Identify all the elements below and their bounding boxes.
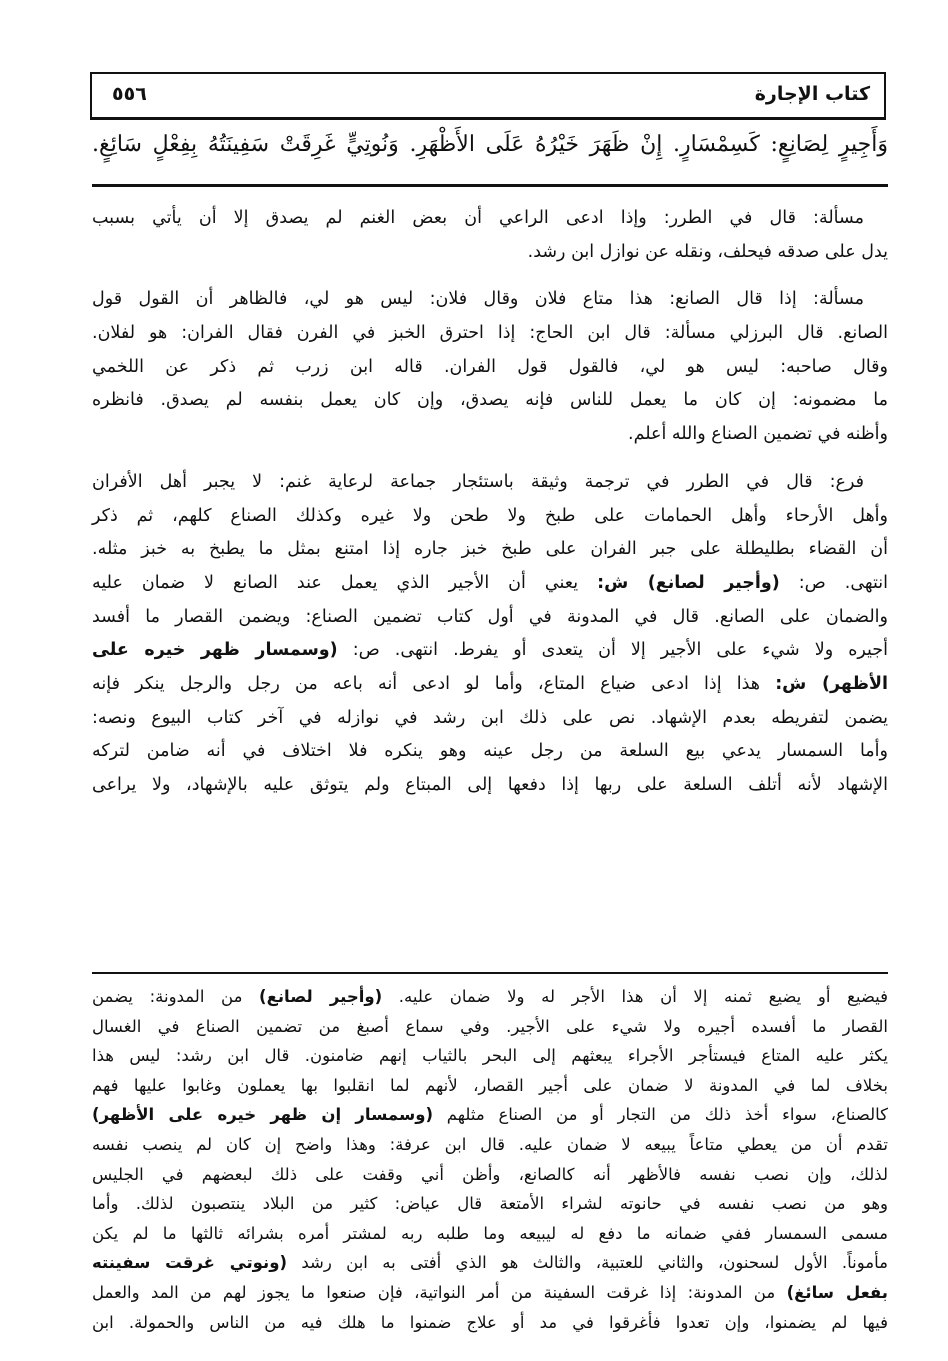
text-segment: يدل على صدقه فيحلف، ونقله عن نوازل ابن رشد. bbox=[527, 241, 888, 262]
text-segment: والضمان على الصانع. قال في المدونة في أول كتاب تضمين الصناع: ويضمن القصار ما أفسد bbox=[92, 606, 888, 627]
text-segment: مسألة: إذا قال الصانع: هذا متاع فلان وقال فلان: ليس هو لي، فالظاهر أن القول قول bbox=[92, 289, 864, 310]
text-line bbox=[92, 769, 888, 803]
commentary bbox=[92, 202, 888, 817]
text-line bbox=[92, 702, 888, 736]
text-segment: فرع: قال في الطرر في ترجمة وثيقة باستئجار جماعة لرعاية غنم: لا يجبر أهل الأفران bbox=[92, 471, 864, 492]
text-line bbox=[92, 1160, 888, 1190]
text-segment: وقال صاحبه: ليس هو لي، فالقول قول الفران. قاله ابن زرب ثم ذكر عن اللخمي bbox=[92, 356, 888, 377]
text-segment: لذلك، وإن نصب نفسه فالأظهر أنه كالصانع، وأظن أني وقفت على ذلك لبعضهم في الجليس bbox=[92, 1164, 888, 1184]
text-line bbox=[92, 1130, 888, 1160]
text-line bbox=[92, 1278, 888, 1308]
text-segment: فيها لم يضمنوا، وإن تعدوا فأغرقوا في مد أو علاج ضمنوا ما هلك فيه من الناس والحمولة. ابن bbox=[92, 1312, 888, 1332]
text-segment: القصار ما أفسده أجيره ولا شيء على الأجير. وفي سماع أصبغ من تضمين الصناع في الغسال bbox=[92, 1016, 888, 1036]
text-segment: الإشهاد لأنه أتلف السلعة على ربها إذا دفعها إلى المبتاع ولم يتوثق عليه بالإشهاد، ولا يراعى bbox=[92, 775, 888, 795]
text-line bbox=[92, 1219, 888, 1249]
text-line bbox=[92, 1189, 888, 1219]
text-segment: وأما السمسار يدعي بيع السلعة من رجل عينه وهو ينكره فلا اختلاف في أنه ضامن لتركه bbox=[92, 741, 888, 762]
text-line bbox=[92, 351, 888, 385]
text-line bbox=[92, 1308, 888, 1338]
text-segment: تقدم أن من يعطي متاعاً يبيعه لا ضمان عليه. قال ابن عرفة: وهذا واضح إن كان لم ينصب نفسه bbox=[92, 1134, 888, 1154]
page-number: ٥٥٦ bbox=[112, 83, 147, 105]
bold-quote: (وأجير لصانع) bbox=[259, 987, 383, 1006]
text-segment: مأموناً. الأول لسحنون، والثاني للعتبية، والثالث هو الذي أفتى به ابن رشد bbox=[287, 1253, 889, 1273]
text-segment: ما مضمونه: إن كان ما يعمل للناس فإنه يصدق، وإن كان يعمل بنفسه لم يصدق. فانظره bbox=[92, 390, 888, 411]
text-segment: مسمى السمسار ففي ضمانه ما دفع له ليبيعه وما طلبه ربه لمشتر أمره بشرائه ثالثها ما لم يكن bbox=[92, 1223, 888, 1243]
text-segment: بخلاف لما في المدونة لا ضمان على أجير القصار، لأنهم لما انقلبوا بها يعملون وغابوا عليها فهم bbox=[92, 1075, 888, 1095]
text-segment: هذا إذا ادعى ضياع المتاع، وأما لو ادعى أنه باعه من رجل والرجل ينكر فإنه bbox=[92, 673, 776, 694]
text-line bbox=[92, 1248, 888, 1278]
text-segment: وهو من نصب نفسه في حانوته لشراء الأمتعة قال عياض: كثير من البلاد ينتصبون لذلك. وأما bbox=[92, 1194, 888, 1214]
text-line bbox=[92, 735, 888, 769]
text-line bbox=[92, 1041, 888, 1071]
text-line bbox=[92, 634, 888, 668]
text-segment: يضمن لتفريطه بعدم الإشهاد. نص على ذلك ابن رشد في نوازله في آخر كتاب البيوع ونصه: bbox=[92, 707, 888, 728]
text-line bbox=[92, 1100, 888, 1130]
text-segment: أجيره ولا شيء على الأجير إلا أن يتعدى أو يفرط. انتهى. ص: bbox=[337, 640, 888, 661]
text-segment: وأظنه في تضمين الصناع والله أعلم. bbox=[628, 424, 888, 445]
text-line bbox=[92, 500, 888, 534]
text-segment: أن القضاء بطليطلة على جبر الفران على طبخ خبز جاره إذا امتنع بمثل ما يطبخ به خبز مثله. bbox=[92, 539, 888, 560]
text-line bbox=[92, 236, 888, 270]
text-line bbox=[92, 533, 888, 567]
paragraph bbox=[92, 202, 888, 269]
text-segment: مسألة: قال في الطرر: وإذا ادعى الراعي أن بعض الغنم لم يصدق إلا أن يأتي بسبب bbox=[92, 208, 864, 228]
text-line bbox=[92, 567, 888, 601]
text-segment: يعني أن الأجير الذي يعمل عند الصانع لا ضمان عليه bbox=[92, 572, 598, 593]
matn-divider bbox=[92, 184, 888, 187]
matn-text: وَأَجِيرٍ لِصَانِعٍ: كَسِمْسَارٍ. إِنْ ظَهَرَ خَيْرُهُ عَلَى الأَظْهَرِ. وَنُوتِيٍّ غَرِقَتْ سَفِينَتُهُ بِفِعْلٍ سَائِغٍ. bbox=[92, 132, 888, 157]
footnotes bbox=[92, 982, 888, 1337]
text-line bbox=[92, 1071, 888, 1101]
text-line bbox=[92, 601, 888, 635]
text-line bbox=[92, 384, 888, 418]
bold-quote: الأظهر) ش: bbox=[775, 673, 888, 694]
text-line bbox=[92, 466, 888, 500]
chapter-title: كتاب الإجارة bbox=[754, 83, 870, 105]
text-segment: الصانع. قال البرزلي مسألة: قال ابن الحاج: إذا احترق الخبز في الفرن فقال الفران: هو لفلان. bbox=[92, 323, 888, 344]
text-line bbox=[92, 202, 888, 236]
text-segment: من المدونة: إذا غرقت السفينة من أمر النواتية، فإن صنعوا ما يجوز لهم من المد والعمل bbox=[92, 1282, 787, 1302]
bold-quote: (ونوتي غرقت سفينته bbox=[92, 1253, 288, 1273]
text-segment: يكثر عليه المتاع فيستأجر الأجراء يبعثهم إلى البحر بالثياب إنهم ضامنون. قال ابن رشد: ليس هذا bbox=[92, 1046, 888, 1066]
footnote-divider bbox=[92, 972, 888, 974]
text-line bbox=[92, 668, 888, 702]
paragraph bbox=[92, 466, 888, 803]
text-segment: كالصناع، سواء أخذ ذلك من التجار أو من الصناع مثلهم bbox=[433, 1105, 888, 1125]
paragraph bbox=[92, 283, 888, 451]
text-line bbox=[92, 982, 888, 1012]
bold-quote: (وأجير لصانع) ش: bbox=[597, 572, 780, 593]
bold-quote: بفعل سائغ) bbox=[786, 1282, 888, 1302]
text-segment: انتهى. ص: bbox=[779, 572, 888, 593]
text-line bbox=[92, 283, 888, 317]
text-segment: من المدونة: يضمن bbox=[92, 987, 260, 1006]
text-line bbox=[92, 1012, 888, 1042]
text-segment: وأهل الأرحاء وأهل الحمامات على طبخ ولا طحن ولا غيره وكذلك الصناع كلهم، ثم ذكر bbox=[92, 505, 888, 526]
text-line bbox=[92, 317, 888, 351]
bold-quote: (وسمسار إن ظهر خيره على الأظهر) bbox=[92, 1105, 433, 1125]
text-line bbox=[92, 418, 888, 452]
bold-quote: (وسمسار ظهر خيره على bbox=[92, 640, 338, 661]
running-header bbox=[90, 72, 886, 120]
text-segment: فيضيع أو يضيع ثمنه إلا أن هذا الأجر له ولا ضمان عليه. bbox=[382, 987, 888, 1006]
